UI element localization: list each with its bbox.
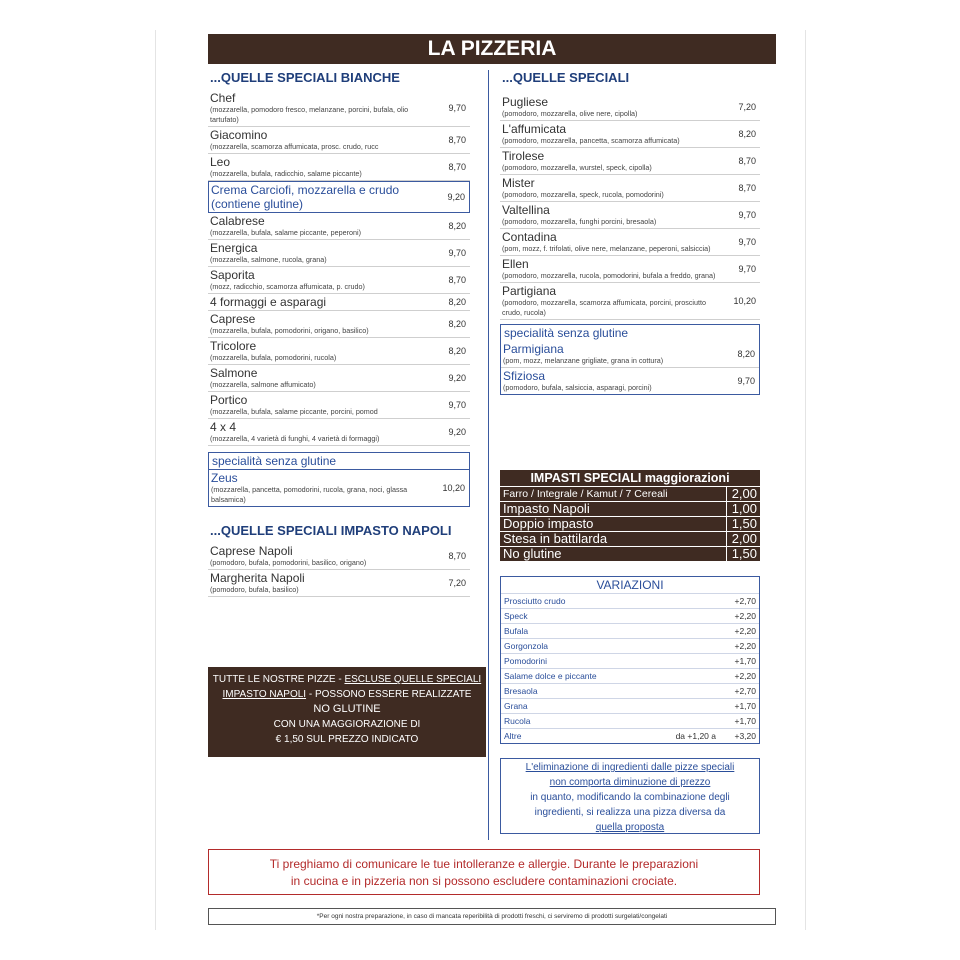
item-name: Tricolore (210, 339, 257, 353)
variazioni-title: VARIAZIONI (596, 578, 664, 592)
impasti-label: Stesa in battilarda (500, 532, 727, 546)
item-price: 9,20 (447, 192, 465, 202)
variazioni-row (501, 713, 759, 728)
var-price: +3,20 (734, 731, 756, 741)
impasti-speciali-table (500, 470, 760, 561)
item-price: 9,20 (448, 427, 466, 437)
var-price: +1,70 (734, 701, 756, 711)
item-desc: (pomodoro, bufala, pomodorini, basilico, origano) (210, 558, 367, 567)
item-name: Contadina (502, 230, 557, 244)
impasti-label: Doppio impasto (500, 517, 727, 531)
var-name: Prosciutto crudo (504, 596, 566, 606)
column-divider (488, 70, 489, 840)
var-price: +2,20 (734, 671, 756, 681)
item-name: Partigiana (502, 284, 557, 298)
item-desc: (mozzarella, bufala, salame piccante, porcini, pomod (210, 407, 378, 416)
menu-item-highlighted (208, 181, 470, 213)
allergy-text: Ti preghiamo di comunicare le tue intolleranze e allergie. Durante le preparazioni (269, 857, 699, 871)
variazioni-row (501, 698, 759, 713)
impasti-label: Farro / Integrale / Kamut / 7 Cereali (500, 487, 727, 501)
item-price: 9,20 (448, 373, 466, 383)
item-desc: (pomodoro, bufala, basilico) (210, 585, 299, 594)
note-text: NO GLUTINE (313, 703, 381, 715)
menu-item (501, 341, 759, 368)
var-range: da +1,20 a (675, 731, 716, 741)
item-name: 4 formaggi e asparagi (210, 295, 327, 309)
var-price: +2,20 (734, 626, 756, 636)
var-price: +2,70 (734, 686, 756, 696)
var-name: Pomodorini (504, 656, 547, 666)
impasti-price: 1,00 (731, 501, 757, 516)
item-desc: (pomodoro, mozzarella, funghi porcini, bresaola) (502, 217, 657, 226)
bianche-list (208, 90, 470, 446)
item-price: 9,70 (737, 376, 755, 386)
variazioni-row (501, 728, 759, 743)
item-name: Margherita Napoli (210, 571, 305, 585)
item-name: Crema Carciofi, mozzarella e crudo (211, 183, 400, 197)
item-price: 8,70 (448, 162, 466, 172)
var-range (656, 654, 716, 668)
menu-item (208, 392, 470, 419)
note-text: ESCLUSE QUELLE SPECIALI (344, 674, 482, 685)
item-name: Chef (210, 91, 236, 105)
item-name: Zeus (211, 471, 238, 485)
var-name: Gorgonzola (504, 641, 548, 651)
var-name: Altre (504, 731, 522, 741)
item-price: 10,20 (733, 296, 756, 306)
menu-item (208, 267, 470, 294)
variazioni-row (501, 623, 759, 638)
item-name: Tirolese (502, 149, 545, 163)
variazioni-row (501, 653, 759, 668)
item-price: 9,70 (738, 264, 756, 274)
var-range (656, 669, 716, 683)
var-name: Salame dolce e piccante (504, 671, 597, 681)
note-text: CON UNA MAGGIORAZIONE DI (273, 719, 421, 730)
var-range (656, 639, 716, 653)
item-name: Mister (502, 176, 535, 190)
item-name: Saporita (210, 268, 255, 282)
impasti-price: 1,50 (731, 516, 757, 531)
note-text: L'eliminazione di ingredienti dalle pizze speciali (525, 762, 735, 773)
ingredient-removal-note (500, 758, 760, 834)
item-name: Giacomino (210, 128, 268, 142)
impasti-label: Impasto Napoli (500, 502, 727, 516)
item-desc: (pomodoro, mozzarella, olive nere, cipolla) (502, 109, 638, 118)
frozen-products-footnote: *Per ogni nostra preparazione, in caso di mancata reperibilità di prodotti freschi, ci serviremo di prodotti surgelati/congelati (208, 908, 776, 925)
note-text: in quanto, modificando la combinazione degli (530, 792, 730, 803)
menu-item (500, 229, 760, 256)
item-price: 8,20 (448, 221, 466, 231)
note-text: ingredienti, si realizza una pizza diversa da (534, 807, 726, 818)
impasti-title: IMPASTI SPECIALI maggiorazioni (530, 471, 730, 485)
menu-item (208, 294, 470, 311)
item-name: L'affumicata (502, 122, 567, 136)
item-name: Parmigiana (503, 342, 564, 356)
item-desc: (pomodoro, mozzarella, wurstel, speck, cipolla) (502, 163, 652, 172)
item-name: Calabrese (210, 214, 265, 228)
page-edge-left (155, 30, 156, 930)
impasti-row (500, 501, 760, 516)
item-desc: (mozzarella, salmone affumicato) (210, 380, 316, 389)
gluten-free-note (208, 667, 486, 757)
page-edge-right (805, 30, 806, 930)
var-range (656, 624, 716, 638)
var-price: +1,70 (734, 656, 756, 666)
item-desc: (mozzarella, bufala, pomodorini, origano, basilico) (210, 326, 369, 335)
menu-item (208, 543, 470, 570)
item-name: Pugliese (502, 95, 549, 109)
item-desc: (pomodoro, bufala, salsiccia, asparagi, porcini) (503, 383, 652, 392)
item-price: 9,70 (738, 237, 756, 247)
menu-item (208, 240, 470, 267)
var-range (656, 684, 716, 698)
item-desc: (mozzarella, scamorza affumicata, prosc. crudo, rucc (210, 142, 379, 151)
menu-item (208, 365, 470, 392)
item-name: Sfiziosa (503, 369, 546, 383)
item-price: 8,70 (448, 135, 466, 145)
var-range (656, 594, 716, 608)
variazioni-row (501, 638, 759, 653)
section-title-napoli: ...QUELLE SPECIALI IMPASTO NAPOLI (210, 523, 452, 538)
item-desc: (pom, mozz, f. trifolati, olive nere, melanzane, peperoni, salsiccia) (502, 244, 711, 253)
item-price: 8,20 (448, 319, 466, 329)
impasti-price: 1,50 (731, 546, 757, 561)
note-text: quella proposta (595, 822, 665, 833)
variazioni-row (501, 593, 759, 608)
right-column (500, 70, 760, 395)
item-price: 8,20 (737, 349, 755, 359)
note-text: non comporta diminuzione di prezzo (549, 777, 711, 788)
item-name: Salmone (210, 366, 258, 380)
item-name: Leo (210, 155, 231, 169)
item-price: 10,20 (442, 483, 465, 493)
var-name: Bufala (504, 626, 529, 636)
item-price: 9,70 (448, 400, 466, 410)
item-desc: (mozzarella, 4 varietà di funghi, 4 varietà di formaggi) (210, 434, 380, 443)
item-desc: (pomodoro, mozzarella, scamorza affumicata, porcini, prosciutto crudo, rucola) (502, 298, 706, 317)
variazioni-table (500, 576, 760, 744)
menu-item (208, 570, 470, 597)
impasti-row (500, 546, 760, 561)
item-price: 9,70 (448, 103, 466, 113)
note-text: TUTTE LE NOSTRE PIZZE - (212, 674, 345, 685)
item-desc: (pomodoro, mozzarella, speck, rucola, pomodorini) (502, 190, 664, 199)
section-title-speciali: ...QUELLE SPECIALI (502, 70, 630, 85)
menu-item (500, 283, 760, 320)
item-desc: (mozzarella, bufala, radicchio, salame piccante) (210, 169, 362, 178)
var-price: +2,20 (734, 611, 756, 621)
gluten-free-box-left (208, 452, 470, 507)
item-name: Ellen (502, 257, 529, 271)
item-desc: (mozzarella, bufala, salame piccante, peperoni) (210, 228, 362, 237)
item-desc: (mozzarella, pancetta, pomodorini, rucola, grana, noci, glassa balsamica) (211, 485, 408, 504)
menu-item (208, 419, 470, 446)
item-desc: (mozzarella, pomodoro fresco, melanzane, porcini, bufala, olio tartufato) (210, 105, 409, 124)
var-name: Rucola (504, 716, 531, 726)
var-range (656, 714, 716, 728)
var-range (656, 609, 716, 623)
gluten-free-label: specialità senza glutine (209, 453, 469, 470)
menu-item (500, 256, 760, 283)
item-price: 8,70 (448, 275, 466, 285)
menu-item (500, 202, 760, 229)
item-desc: (pomodoro, mozzarella, pancetta, scamorza affumicata) (502, 136, 680, 145)
variazioni-row (501, 608, 759, 623)
item-name: 4 x 4 (210, 420, 237, 434)
var-name: Grana (504, 701, 528, 711)
var-name: Speck (504, 611, 528, 621)
var-price: +2,70 (734, 596, 756, 606)
impasti-row (500, 531, 760, 546)
menu-item (501, 368, 759, 394)
item-price: 8,70 (448, 551, 466, 561)
note-text: - POSSONO ESSERE REALIZZATE (306, 689, 472, 700)
item-desc: (pomodoro, mozzarella, rucola, pomodorini, bufala a freddo, grana) (502, 271, 716, 280)
impasti-price: 2,00 (731, 531, 757, 546)
item-price: 8,20 (738, 129, 756, 139)
menu-item (209, 470, 469, 506)
item-price: 8,70 (738, 156, 756, 166)
item-desc: (mozzarella, bufala, pomodorini, rucola) (210, 353, 337, 362)
note-text: IMPASTO NAPOLI (222, 689, 307, 700)
item-price: 8,20 (448, 346, 466, 356)
menu-item (208, 90, 470, 127)
gluten-free-label: specialità senza glutine (504, 326, 629, 340)
item-desc: (mozz, radicchio, scamorza affumicata, p. crudo) (210, 282, 365, 291)
allergy-text: in cucina e in pizzeria non si possono escludere contaminazioni crociate. (290, 874, 678, 888)
impasti-row (500, 516, 760, 531)
var-price: +1,70 (734, 716, 756, 726)
impasti-price: 2,00 (731, 486, 757, 501)
item-name: Portico (210, 393, 248, 407)
menu-item (500, 94, 760, 121)
item-price: 9,70 (738, 210, 756, 220)
var-price: +2,20 (734, 641, 756, 651)
menu-title: LA PIZZERIA (208, 34, 776, 64)
item-name: Caprese Napoli (210, 544, 293, 558)
item-desc: (pom, mozz, melanzane grigliate, grana in cottura) (503, 356, 664, 365)
note-text: € 1,50 SUL PREZZO INDICATO (275, 734, 419, 745)
item-price: 8,20 (448, 297, 466, 307)
menu-item (208, 311, 470, 338)
section-title-bianche: ...QUELLE SPECIALI BIANCHE (210, 70, 400, 85)
menu-item (208, 213, 470, 240)
menu-item (500, 148, 760, 175)
item-price: 7,20 (448, 578, 466, 588)
menu-item (500, 121, 760, 148)
left-column (208, 70, 470, 597)
item-price: 7,20 (738, 102, 756, 112)
gluten-free-box-right (500, 324, 760, 395)
menu-item (208, 127, 470, 154)
item-price: 8,70 (738, 183, 756, 193)
variazioni-row (501, 668, 759, 683)
var-range (656, 699, 716, 713)
item-price: 9,70 (448, 248, 466, 258)
var-name: Bresaola (504, 686, 538, 696)
item-desc: (contiene glutine) (211, 197, 304, 211)
menu-item (208, 154, 470, 181)
item-name: Caprese (210, 312, 256, 326)
menu-item (500, 175, 760, 202)
variazioni-row (501, 683, 759, 698)
allergy-notice (208, 849, 760, 895)
item-desc: (mozzarella, salmone, rucola, grana) (210, 255, 327, 264)
item-name: Energica (210, 241, 258, 255)
item-name: Valtellina (502, 203, 550, 217)
impasti-label: No glutine (500, 547, 727, 561)
impasti-row (500, 486, 760, 501)
menu-item (208, 338, 470, 365)
